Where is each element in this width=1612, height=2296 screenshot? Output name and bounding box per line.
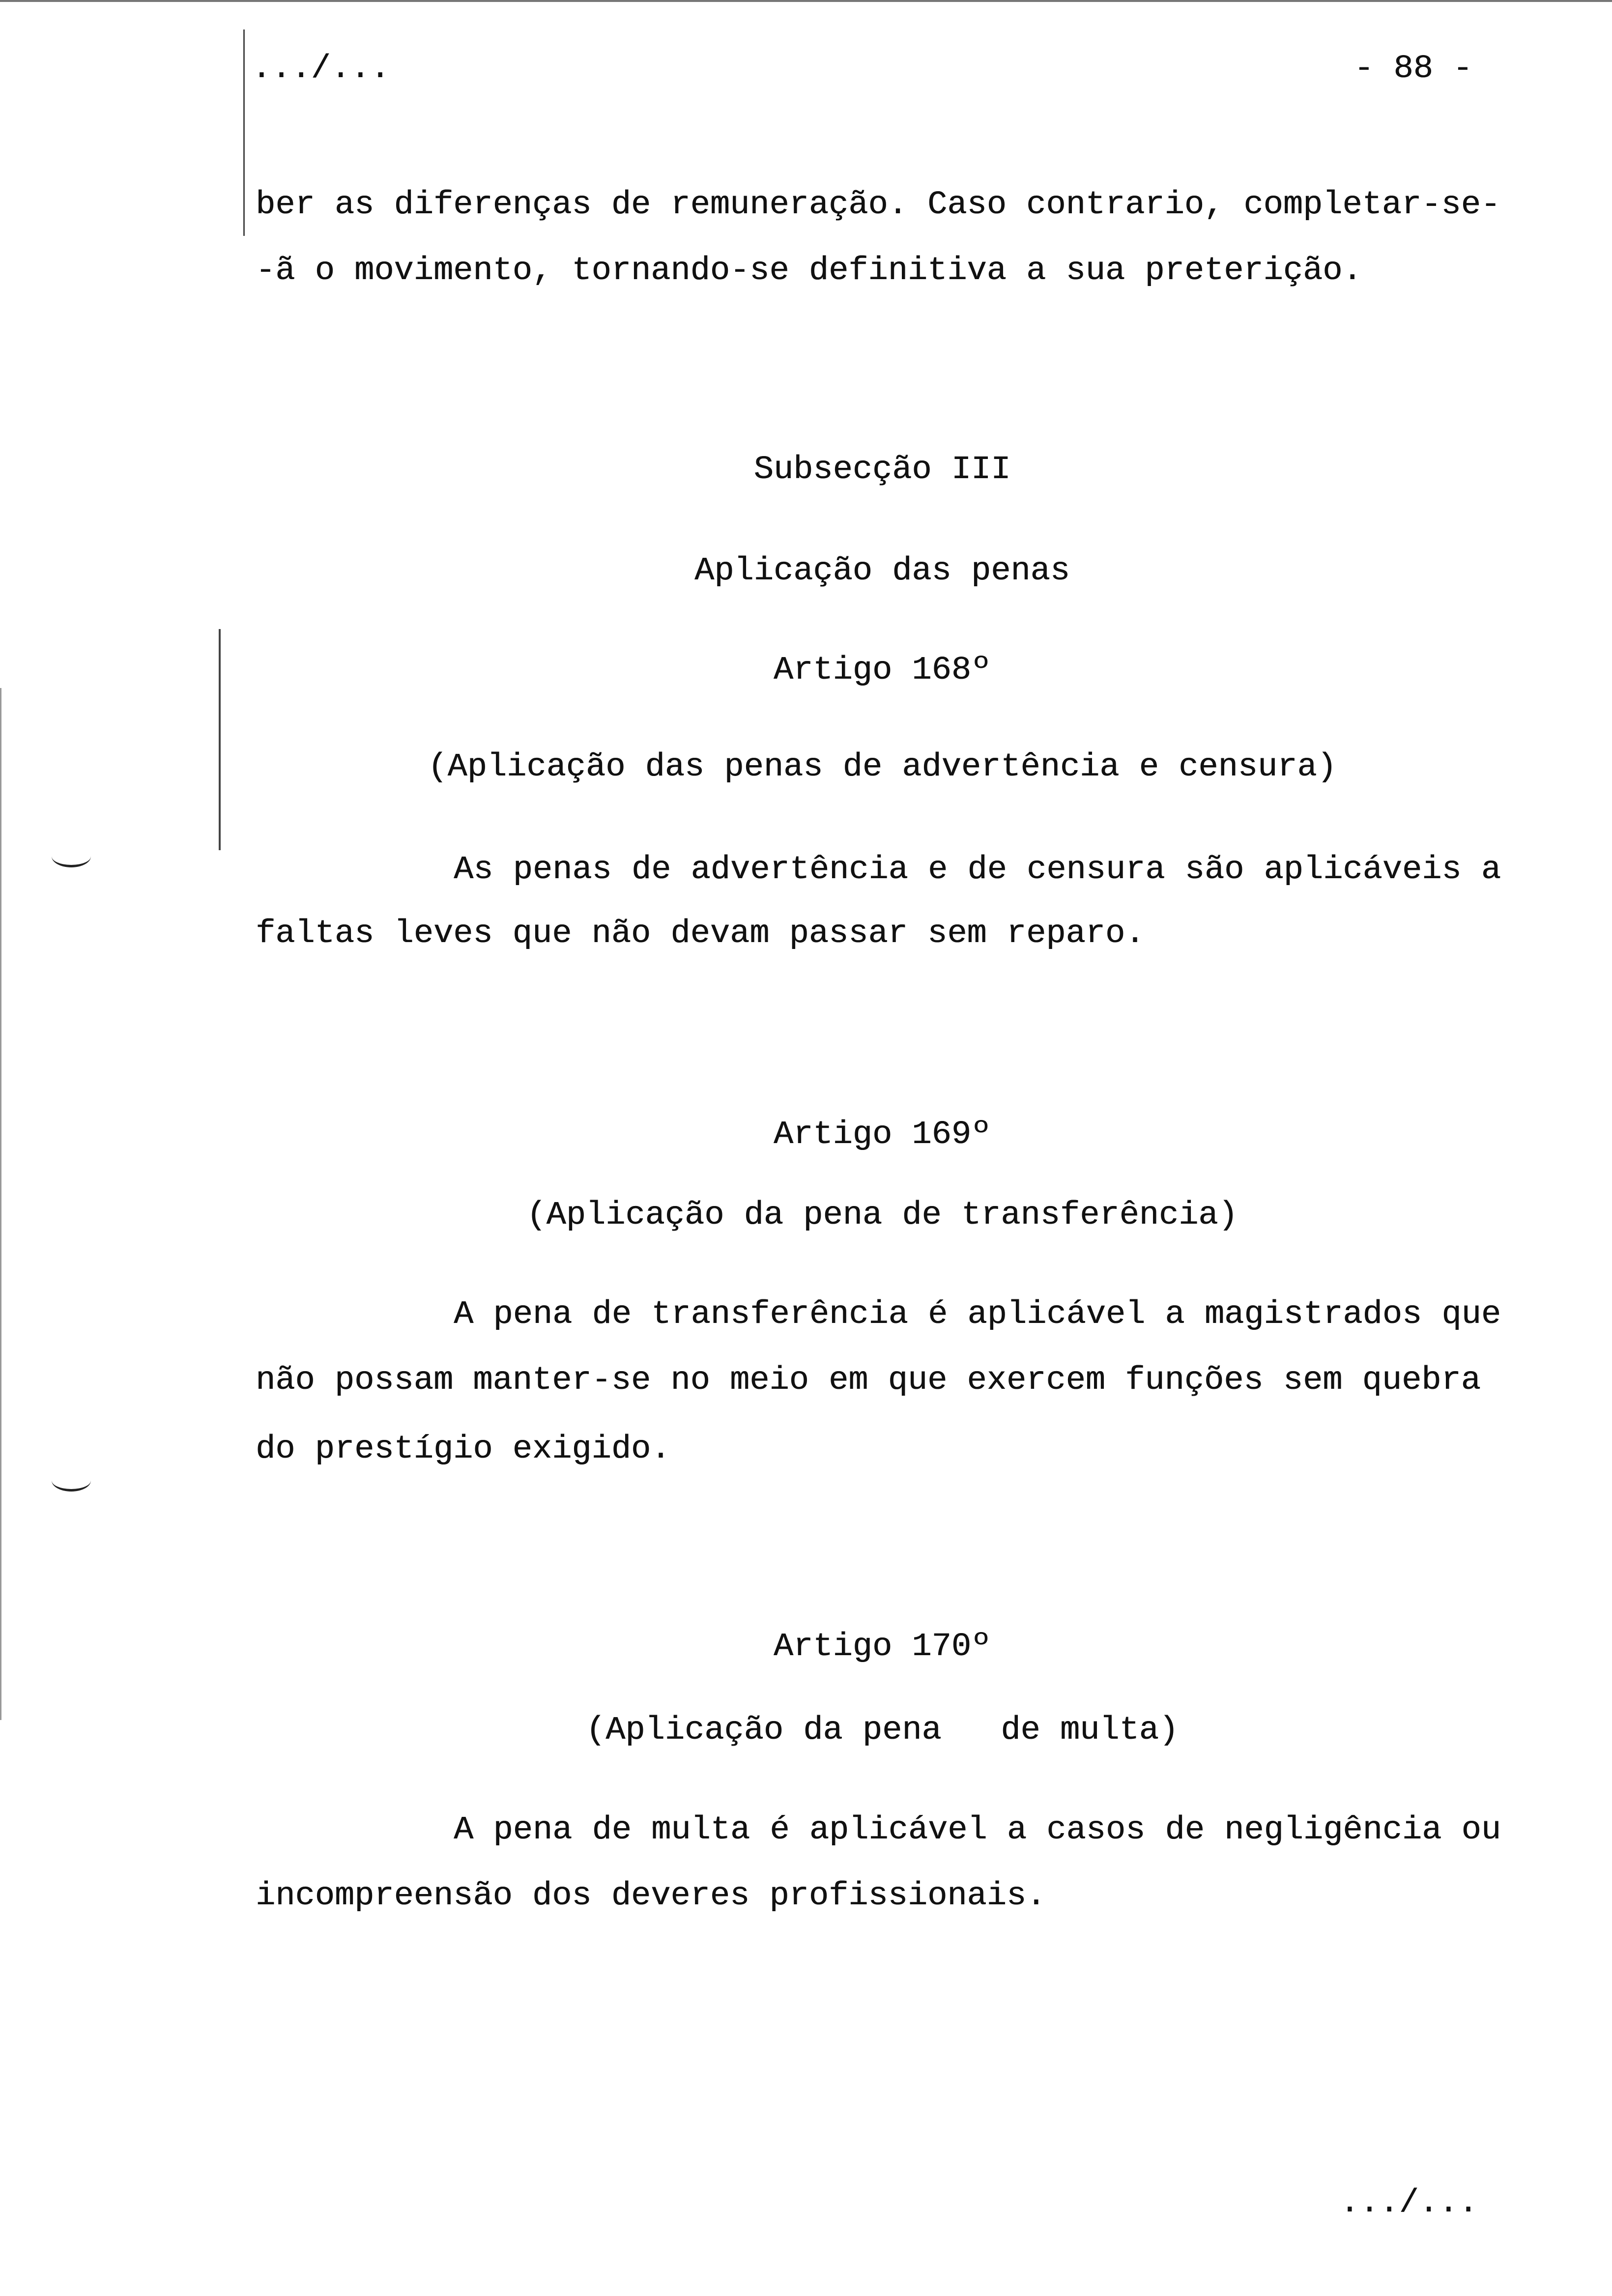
punch-hole-mark — [52, 845, 91, 867]
subsection-subtitle: Aplicação das penas — [694, 552, 1070, 590]
text-line: As penas de advertência e de censura são aplicáveis a — [454, 851, 1501, 889]
page-number: - 88 - — [1354, 50, 1473, 87]
text-line: -ã o movimento, tornando-se definitiva a sua preterição. — [256, 252, 1362, 289]
article-heading: (Aplicação das penas de advertência e censura) — [428, 748, 1337, 786]
text-line: faltas leves que não devam passar sem reparo. — [256, 915, 1145, 952]
text-line: A pena de transferência é aplicável a magistrados que — [454, 1296, 1501, 1333]
article-number: Artigo 170º — [773, 1628, 991, 1665]
footer-continuation: .../... — [1340, 2184, 1478, 2222]
article-heading: (Aplicação da pena de transferência) — [526, 1197, 1238, 1234]
subsection-title: Subsecção III — [753, 451, 1011, 488]
punch-hole-mark — [52, 1469, 91, 1492]
text-line: incompreensão dos deveres profissionais. — [256, 1877, 1046, 1915]
text-line: não possam manter-se no meio em que exercem funções sem quebra — [256, 1362, 1481, 1399]
text-line: do prestígio exigido. — [256, 1431, 671, 1468]
scan-border — [0, 0, 1612, 2]
margin-line — [243, 29, 245, 236]
article-number: Artigo 169º — [773, 1116, 991, 1153]
header-continuation: .../... — [252, 50, 390, 87]
article-number: Artigo 168º — [773, 652, 991, 689]
text-line: ber as diferenças de remuneração. Caso contrario, completar-se- — [256, 186, 1501, 224]
text-line: A pena de multa é aplicável a casos de negligência ou — [454, 1811, 1501, 1849]
article-heading: (Aplicação da pena de multa) — [585, 1712, 1179, 1749]
